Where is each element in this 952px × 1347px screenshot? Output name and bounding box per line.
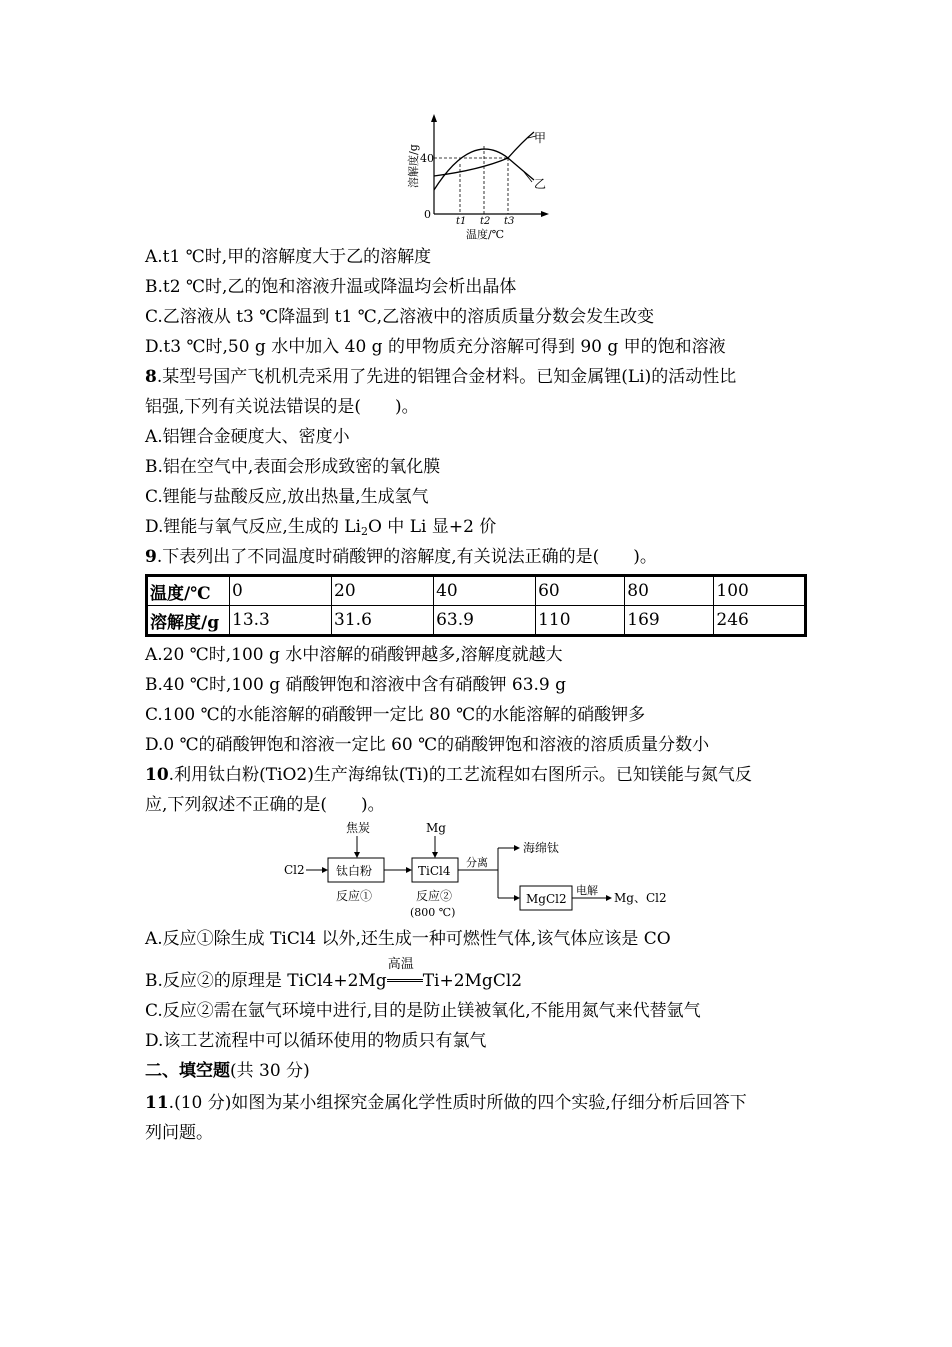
flow-box2: TiCl4 — [418, 864, 451, 878]
arrow-head — [322, 867, 328, 873]
q10-option-c: C.反应②需在氩气环境中进行,目的是防止镁被氧化,不能用氮气来代替氩气 — [145, 1001, 701, 1021]
table-cell: 60 — [536, 576, 625, 606]
q9-option-c: C.100 ℃的水能溶解的硝酸钾一定比 80 ℃的水能溶解的硝酸钾多 — [145, 705, 646, 725]
section-score: (共 30 分) — [230, 1061, 310, 1081]
q7-option-b: B.t2 ℃时,乙的饱和溶液升温或降温均会析出晶体 — [145, 277, 517, 297]
table-cell: 110 — [536, 606, 625, 636]
x-axis-label: 温度/℃ — [466, 228, 505, 241]
q9-option-a: A.20 ℃时,100 g 水中溶解的硝酸钾越多,溶解度就越大 — [145, 645, 563, 665]
table-cell: 80 — [625, 576, 714, 606]
solubility-table — [145, 574, 807, 637]
table-cell: 246 — [714, 606, 806, 636]
q11-stem-line1 — [145, 1092, 747, 1114]
q10-stem-line1 — [145, 764, 752, 786]
q10-b-post: Ti+2MgCl2 — [422, 971, 523, 991]
y-axis-arrow — [431, 114, 437, 122]
table-row-header: 溶解度/g — [147, 606, 230, 636]
flow-reaction1: 反应① — [336, 889, 373, 903]
table-cell: 40 — [434, 576, 536, 606]
flow-box1: 钛白粉 — [336, 864, 373, 878]
q8-number: 8 — [145, 367, 157, 387]
q8-option-d — [145, 516, 496, 543]
arrow-head — [514, 895, 520, 901]
table-cell: 100 — [714, 576, 806, 606]
condition-high-temp: 高温 — [387, 957, 414, 972]
table-row — [147, 606, 806, 636]
flow-reaction2: 反应② — [416, 889, 453, 903]
q9-stem — [145, 546, 657, 568]
arrow-head — [406, 867, 412, 873]
tick-t1: t1 — [456, 216, 467, 227]
q7-option-a: A.t1 ℃时,甲的溶解度大于乙的溶解度 — [145, 247, 432, 267]
q10-b-pre: B.反应②的原理是 TiCl4+2Mg — [145, 971, 387, 991]
q10-number: 10 — [145, 765, 169, 785]
curve-yi-label: 乙 — [534, 177, 547, 191]
condition-line — [387, 979, 423, 980]
arrow-head — [354, 852, 360, 858]
table-cell: 31.6 — [332, 606, 434, 636]
q9-option-b: B.40 ℃时,100 g 硝酸钾饱和溶液中含有硝酸钾 63.9 g — [145, 675, 567, 695]
q11-stem-text1: .(10 分)如图为某小组探究金属化学性质时所做的四个实验,仔细分析后回答下 — [168, 1093, 747, 1113]
section-heading — [145, 1060, 310, 1082]
table-cell: 169 — [625, 606, 714, 636]
q8-d-sub: 2 — [360, 525, 368, 538]
x-axis-arrow — [541, 211, 549, 217]
q10-option-b — [145, 957, 523, 992]
solubility-graph — [400, 112, 560, 244]
q8-option-b: B.铝在空气中,表面会形成致密的氧化膜 — [145, 457, 441, 477]
q9-option-d: D.0 ℃的硝酸钾饱和溶液一定比 60 ℃的硝酸钾饱和溶液的溶质质量分数小 — [145, 735, 710, 755]
flow-electrolysis: 电解 — [576, 884, 598, 897]
process-flow-diagram — [280, 816, 680, 922]
q7-option-c: C.乙溶液从 t3 ℃降温到 t1 ℃,乙溶液中的溶质质量分数会发生改变 — [145, 307, 655, 327]
arrow-head — [432, 852, 438, 858]
table-cell: 0 — [230, 576, 332, 606]
arrow-head — [606, 895, 612, 901]
arrow-head — [514, 845, 520, 851]
table-cell: 20 — [332, 576, 434, 606]
y-axis-label: 溶解度/g — [407, 144, 420, 188]
flow-products: Mg、Cl2 — [614, 891, 667, 905]
table-cell: 63.9 — [434, 606, 536, 636]
q10-option-d: D.该工艺流程中可以循环使用的物质只有氯气 — [145, 1031, 487, 1051]
table-row-header: 温度/℃ — [147, 576, 230, 606]
tick-t2: t2 — [480, 216, 491, 227]
flow-separate: 分离 — [466, 856, 488, 869]
flow-sponge-titanium: 海绵钛 — [523, 841, 560, 855]
table-row — [147, 576, 806, 606]
q11-stem-line2: 列问题。 — [145, 1123, 213, 1143]
q10-stem-line2: 应,下列叙述不正确的是( )。 — [145, 795, 385, 815]
y-tick-40: 40 — [420, 152, 434, 165]
tick-t3: t3 — [504, 216, 515, 227]
q10-stem-text1: .利用钛白粉(TiO2)生产海绵钛(Ti)的工艺流程如右图所示。已知镁能与氮气反 — [168, 765, 752, 785]
q10-option-a: A.反应①除生成 TiCl4 以外,还生成一种可燃性气体,该气体应该是 CO — [145, 929, 671, 949]
flow-mg: Mg — [426, 821, 446, 835]
flow-cl2: Cl2 — [284, 863, 305, 877]
condition-line — [387, 981, 423, 982]
flow-temperature: (800 ℃) — [410, 906, 456, 919]
section-title: 二、填空题 — [145, 1061, 230, 1081]
q8-option-c: C.锂能与盐酸反应,放出热量,生成氢气 — [145, 487, 429, 507]
q7-option-d: D.t3 ℃时,50 g 水中加入 40 g 的甲物质充分溶解可得到 90 g 甲的饱和溶液 — [145, 337, 726, 357]
origin-label: 0 — [424, 208, 431, 221]
q8-stem-line1 — [145, 366, 736, 388]
reaction-condition — [387, 957, 423, 988]
table-cell: 13.3 — [230, 606, 332, 636]
q9-number: 9 — [145, 547, 157, 567]
q8-d-post: O 中 Li 显+2 价 — [367, 517, 497, 537]
q11-number: 11 — [145, 1093, 169, 1113]
curve-jia-label: 甲 — [534, 131, 547, 145]
flow-box3: MgCl2 — [526, 892, 567, 906]
q8-d-pre: D.锂能与氧气反应,生成的 Li — [145, 517, 361, 537]
flow-coke: 焦炭 — [346, 821, 371, 835]
q8-option-a: A.铝锂合金硬度大、密度小 — [145, 427, 350, 447]
q8-stem-line2: 铝强,下列有关说法错误的是( )。 — [145, 397, 419, 417]
q9-stem-text: .下表列出了不同温度时硝酸钾的溶解度,有关说法正确的是( )。 — [156, 547, 657, 567]
q8-stem-text1: .某型号国产飞机机壳采用了先进的铝锂合金材料。已知金属锂(Li)的活动性比 — [156, 367, 737, 387]
